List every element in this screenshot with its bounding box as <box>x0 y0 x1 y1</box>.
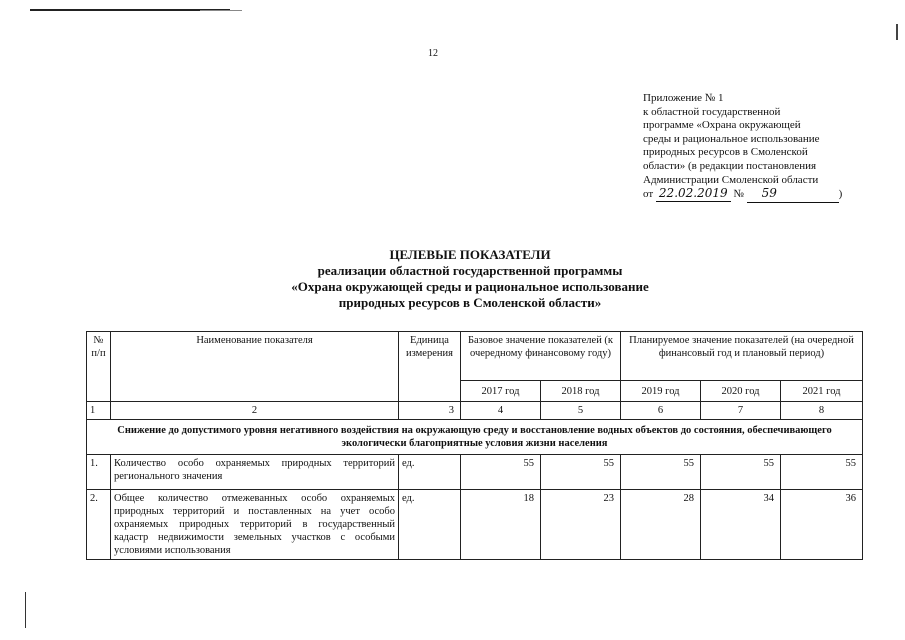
row-value: 55 <box>461 455 541 490</box>
row-unit: ед. <box>399 490 461 560</box>
header-name: Наименование показателя <box>111 332 399 402</box>
appendix-line: области» (в редакции постановления <box>643 159 817 172</box>
row-name: Количество особо охраняемых природных территорий регионального значения <box>111 455 399 490</box>
appendix-line: программе «Охрана окружающей <box>643 119 801 132</box>
column-number: 3 <box>399 402 461 420</box>
row-value: 34 <box>701 490 781 560</box>
column-number: 4 <box>461 402 541 420</box>
number-label: № <box>733 188 744 201</box>
header-year: 2017 год <box>461 381 541 402</box>
row-value: 55 <box>781 455 863 490</box>
appendix-line: Администрации Смоленской области <box>643 173 819 186</box>
scan-margin-mark <box>25 592 26 628</box>
header-year: 2018 год <box>541 381 621 402</box>
header-planned: Планируемое значение показателей (на очередной финансовый год и плановый период) <box>621 332 863 381</box>
title-line-2: реализации областной государственной программы <box>317 263 623 278</box>
header-unit: Единица измерения <box>399 332 461 402</box>
appendix-line: среды и рациональное использование <box>643 132 820 145</box>
header-year: 2021 год <box>781 381 863 402</box>
appendix-note <box>643 92 873 203</box>
handwritten-number-value: 59 <box>761 186 777 201</box>
row-value: 55 <box>541 455 621 490</box>
header-row <box>87 332 863 381</box>
column-number: 8 <box>781 402 863 420</box>
appendix-date-line <box>643 187 873 203</box>
column-number: 6 <box>621 402 701 420</box>
title-line-4: природных ресурсов в Смоленской области» <box>338 295 602 310</box>
scan-edge-mark <box>896 24 898 40</box>
section-heading: Снижение до допустимого уровня негативного воздействия на окружающую среду и восстановление водных объектов до состояния, обеспечивающего экологически благоприятные условия жизни населения <box>87 420 863 455</box>
row-unit: ед. <box>399 455 461 490</box>
row-value: 28 <box>621 490 701 560</box>
section-row <box>87 420 863 455</box>
table-row <box>87 455 863 490</box>
appendix-line: Приложение № 1 <box>643 92 724 104</box>
column-number-row <box>87 402 863 420</box>
row-num: 1. <box>87 455 111 490</box>
row-value: 55 <box>621 455 701 490</box>
row-num: 2. <box>87 490 111 560</box>
column-number: 1 <box>87 402 111 420</box>
table-row <box>87 490 863 560</box>
row-value: 36 <box>781 490 863 560</box>
closing-paren: ) <box>838 188 843 201</box>
row-value: 18 <box>461 490 541 560</box>
header-num: № п/п <box>87 332 111 402</box>
indicators-table <box>86 331 863 560</box>
header-base: Базовое значение показателей (к очередному финансовому году) <box>461 332 621 381</box>
row-name: Общее количество отмежеванных особо охраняемых природных территорий и поставленных на учет особо охраняемых природных территорий в государственный кадастр недвижимости земельных участков с особыми условиями использования <box>111 490 399 560</box>
column-number: 2 <box>111 402 399 420</box>
column-number: 7 <box>701 402 781 420</box>
top-rule-tail <box>200 10 242 11</box>
row-value: 23 <box>541 490 621 560</box>
handwritten-date: 22.02.2019 <box>656 187 731 202</box>
appendix-line: к областной государственной <box>643 105 781 118</box>
document-title <box>160 247 780 311</box>
appendix-line: природных ресурсов в Смоленской <box>643 146 808 159</box>
page-number: 12 <box>428 48 438 59</box>
date-prefix: от <box>643 188 654 201</box>
title-line-3: «Охрана окружающей среды и рациональное использование <box>291 279 649 294</box>
header-year: 2019 год <box>621 381 701 402</box>
row-value: 55 <box>701 455 781 490</box>
handwritten-number <box>747 187 839 203</box>
header-year: 2020 год <box>701 381 781 402</box>
title-line-1: ЦЕЛЕВЫЕ ПОКАЗАТЕЛИ <box>389 247 551 262</box>
column-number: 5 <box>541 402 621 420</box>
